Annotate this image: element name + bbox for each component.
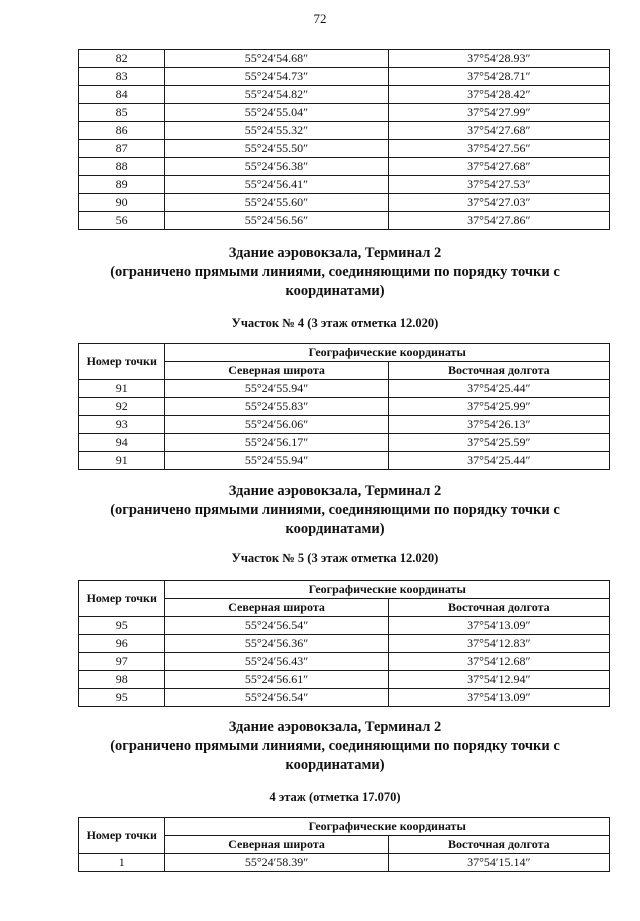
cell-north-lat: 55°24′56.54″: [165, 689, 388, 707]
col-header-geo-coords: Географические координаты: [165, 344, 610, 362]
col-header-north-lat: Северная широта: [165, 362, 388, 380]
table-row: [79, 194, 610, 212]
cell-east-lon: 37°54′28.93″: [388, 50, 609, 68]
coords-table: [78, 817, 610, 872]
table-row: [79, 689, 610, 707]
col-header-point-number: Номер точки: [79, 818, 165, 854]
cell-north-lat: 55°24′56.61″: [165, 671, 388, 689]
cell-east-lon: 37°54′25.44″: [388, 452, 609, 470]
cell-north-lat: 55°24′55.94″: [165, 380, 388, 398]
cell-point-number: 1: [79, 854, 165, 872]
cell-north-lat: 55°24′56.06″: [165, 416, 388, 434]
section-title-line: Здание аэровокзала, Терминал 2: [228, 245, 442, 261]
table-row: [79, 452, 610, 470]
table-row: [79, 140, 610, 158]
cell-east-lon: 37°54′25.99″: [388, 398, 609, 416]
table-row: [79, 635, 610, 653]
coords-table: [78, 343, 610, 470]
table-row: [79, 380, 610, 398]
cell-point-number: 88: [79, 158, 165, 176]
table-row: [79, 68, 610, 86]
cell-north-lat: 55°24′55.04″: [165, 104, 388, 122]
cell-north-lat: 55°24′54.82″: [165, 86, 388, 104]
cell-east-lon: 37°54′13.09″: [388, 689, 609, 707]
cell-north-lat: 55°24′56.56″: [165, 212, 388, 230]
cell-east-lon: 37°54′13.09″: [388, 617, 609, 635]
cell-north-lat: 55°24′56.54″: [165, 617, 388, 635]
cell-north-lat: 55°24′55.94″: [165, 452, 388, 470]
col-header-north-lat: Северная широта: [165, 599, 388, 617]
cell-point-number: 82: [79, 50, 165, 68]
cell-point-number: 96: [79, 635, 165, 653]
table-row: [79, 212, 610, 230]
cell-point-number: 95: [79, 689, 165, 707]
cell-point-number: 91: [79, 380, 165, 398]
table-row: [79, 122, 610, 140]
section-subtitle: Участок № 5 (3 этаж отметка 12.020): [231, 551, 439, 565]
cell-point-number: 85: [79, 104, 165, 122]
cell-east-lon: 37°54′27.68″: [388, 158, 609, 176]
table-row: [79, 86, 610, 104]
section-title-line: (ограничено прямыми линиями, соединяющими по порядку точки с: [110, 502, 560, 518]
cell-point-number: 90: [79, 194, 165, 212]
cell-point-number: 92: [79, 398, 165, 416]
cell-east-lon: 37°54′27.86″: [388, 212, 609, 230]
col-header-geo-coords: Географические координаты: [165, 818, 610, 836]
table-row: [79, 434, 610, 452]
col-header-point-number: Номер точки: [79, 581, 165, 617]
cell-east-lon: 37°54′27.99″: [388, 104, 609, 122]
cell-east-lon: 37°54′25.44″: [388, 380, 609, 398]
cell-north-lat: 55°24′55.60″: [165, 194, 388, 212]
cell-east-lon: 37°54′15.14″: [388, 854, 609, 872]
cell-east-lon: 37°54′27.56″: [388, 140, 609, 158]
cell-point-number: 84: [79, 86, 165, 104]
cell-north-lat: 55°24′54.68″: [165, 50, 388, 68]
cell-east-lon: 37°54′25.59″: [388, 434, 609, 452]
cell-point-number: 87: [79, 140, 165, 158]
cell-east-lon: 37°54′12.83″: [388, 635, 609, 653]
cell-east-lon: 37°54′28.42″: [388, 86, 609, 104]
section-title: [70, 482, 600, 539]
section-title: [70, 244, 600, 301]
cell-point-number: 86: [79, 122, 165, 140]
section-title-line: (ограничено прямыми линиями, соединяющими по порядку точки с: [110, 738, 560, 754]
section-title-line: Здание аэровокзала, Терминал 2: [228, 719, 442, 735]
table-row: [79, 671, 610, 689]
col-header-east-lon: Восточная долгота: [388, 599, 609, 617]
cell-point-number: 95: [79, 617, 165, 635]
cell-north-lat: 55°24′55.83″: [165, 398, 388, 416]
cell-point-number: 93: [79, 416, 165, 434]
cell-point-number: 89: [79, 176, 165, 194]
cell-east-lon: 37°54′26.13″: [388, 416, 609, 434]
cell-east-lon: 37°54′27.53″: [388, 176, 609, 194]
cell-east-lon: 37°54′27.03″: [388, 194, 609, 212]
col-header-east-lon: Восточная долгота: [388, 362, 609, 380]
cell-north-lat: 55°24′56.17″: [165, 434, 388, 452]
cell-point-number: 91: [79, 452, 165, 470]
page-number: 72: [313, 11, 327, 26]
cell-east-lon: 37°54′27.68″: [388, 122, 609, 140]
cell-north-lat: 55°24′56.38″: [165, 158, 388, 176]
col-header-point-number: Номер точки: [79, 344, 165, 380]
table-row: [79, 854, 610, 872]
cell-north-lat: 55°24′56.43″: [165, 653, 388, 671]
coords-table: [78, 580, 610, 707]
table-row: [79, 104, 610, 122]
cell-north-lat: 55°24′54.73″: [165, 68, 388, 86]
cell-north-lat: 55°24′56.36″: [165, 635, 388, 653]
cell-point-number: 83: [79, 68, 165, 86]
table-row: [79, 416, 610, 434]
section-title-line: координатами): [285, 757, 385, 773]
table-row: [79, 398, 610, 416]
cell-point-number: 97: [79, 653, 165, 671]
section-title-line: (ограничено прямыми линиями, соединяющими по порядку точки с: [110, 264, 560, 280]
section-title-line: координатами): [285, 521, 385, 537]
cell-east-lon: 37°54′28.71″: [388, 68, 609, 86]
cell-east-lon: 37°54′12.94″: [388, 671, 609, 689]
section-title-line: координатами): [285, 283, 385, 299]
col-header-north-lat: Северная широта: [165, 836, 388, 854]
section-subtitle: 4 этаж (отметка 17.070): [269, 790, 401, 804]
col-header-geo-coords: Географические координаты: [165, 581, 610, 599]
table-row: [79, 50, 610, 68]
coords-table-continued: [78, 49, 610, 230]
cell-point-number: 94: [79, 434, 165, 452]
cell-north-lat: 55°24′55.32″: [165, 122, 388, 140]
col-header-east-lon: Восточная долгота: [388, 836, 609, 854]
table-row: [79, 653, 610, 671]
cell-north-lat: 55°24′56.41″: [165, 176, 388, 194]
cell-east-lon: 37°54′12.68″: [388, 653, 609, 671]
table-row: [79, 176, 610, 194]
section-title: [70, 718, 600, 775]
cell-north-lat: 55°24′55.50″: [165, 140, 388, 158]
cell-point-number: 98: [79, 671, 165, 689]
table-row: [79, 617, 610, 635]
table-row: [79, 158, 610, 176]
cell-point-number: 56: [79, 212, 165, 230]
section-title-line: Здание аэровокзала, Терминал 2: [228, 483, 442, 499]
cell-north-lat: 55°24′58.39″: [165, 854, 388, 872]
section-subtitle: Участок № 4 (3 этаж отметка 12.020): [231, 316, 439, 330]
